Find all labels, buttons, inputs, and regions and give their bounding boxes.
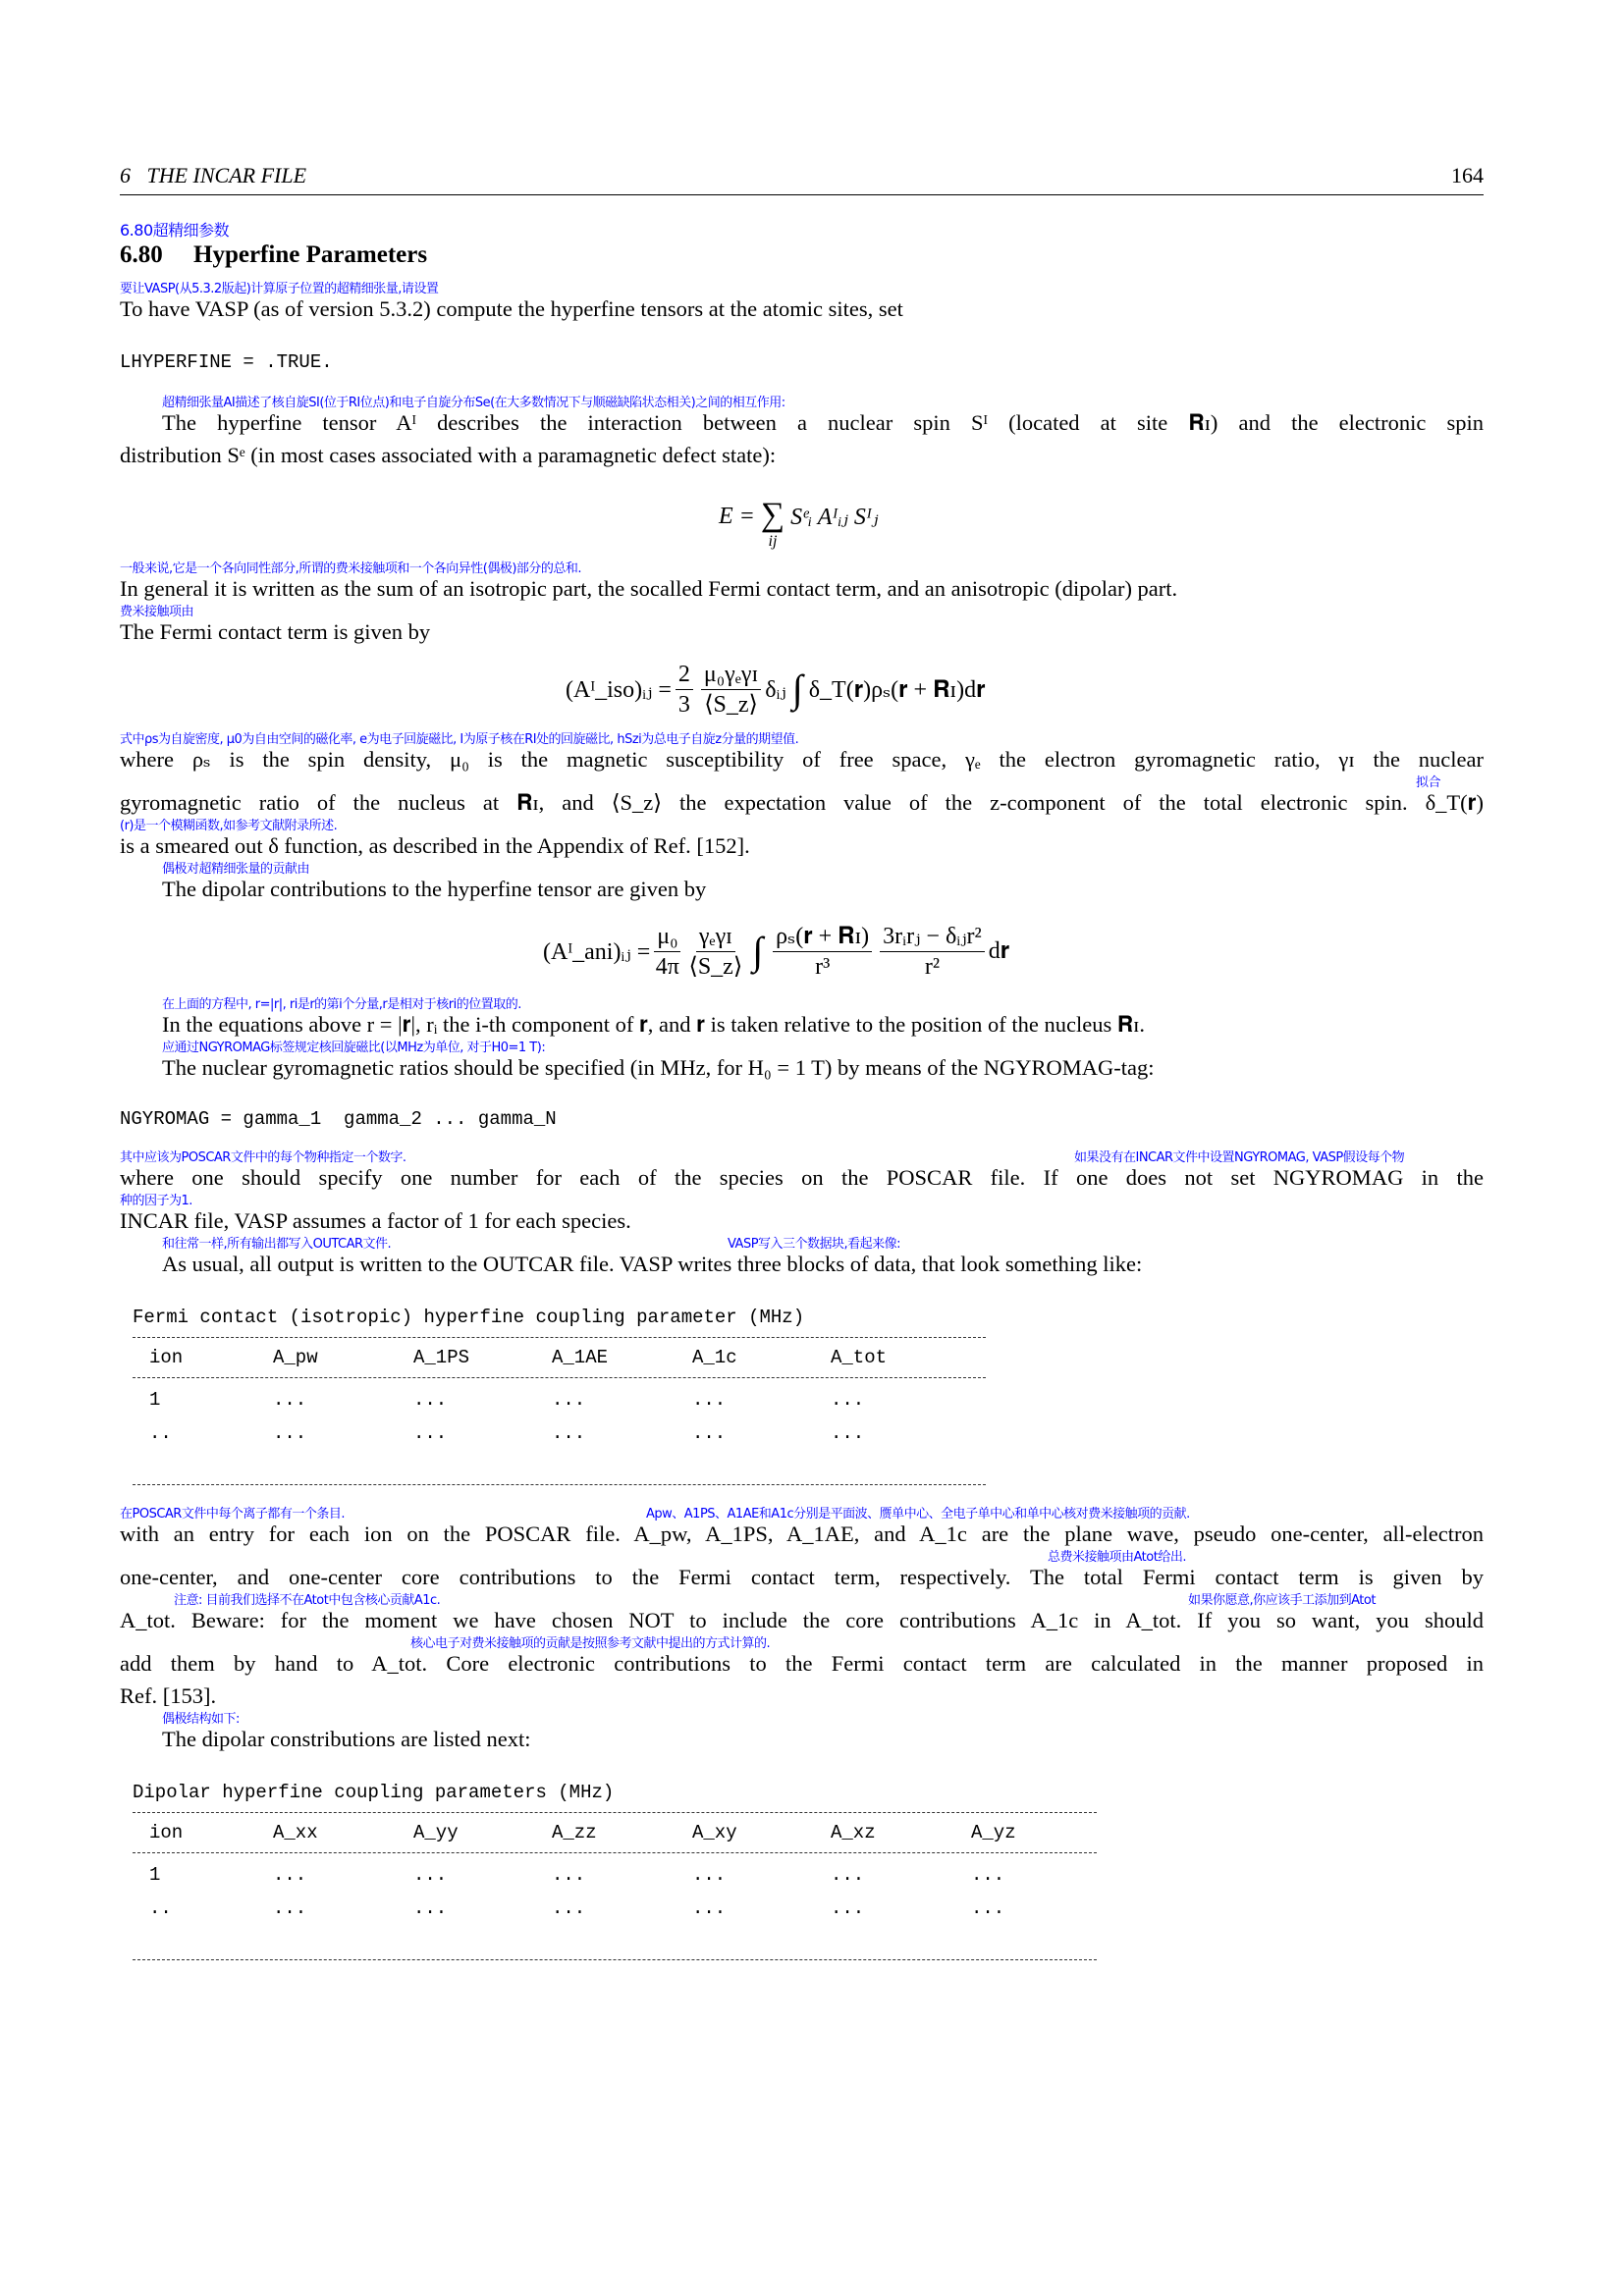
document-page <box>120 163 1484 1960</box>
paragraph-text: The Fermi contact term is given by <box>120 619 431 644</box>
table-cell: ... <box>831 1864 865 1886</box>
annotation: 种的因子为1. <box>120 1194 192 1208</box>
annotation: (r)是一个模糊函数,如参考文献附录所述. <box>120 819 338 833</box>
numerator: 2 <box>676 660 693 690</box>
dipolar-rows <box>120 1863 1484 1920</box>
numerator: γₑγɪ <box>696 922 735 952</box>
annotation: 偶极对超精细张量的贡献由 <box>162 862 310 877</box>
column-header: A_xy <box>692 1822 737 1843</box>
annotation: 核心电子对费米接触项的贡献是按照参考文献中提出的方式计算的. <box>410 1636 771 1651</box>
annotation: 如果你愿意,你应该手工添加到Atot <box>1188 1593 1376 1608</box>
annotation: 超精细张量AI描述了核自旋SI(位于RI位点)和电子自旋分布Se(在大多数情况下与顺磁缺陷状态相关)之间的相互作用: <box>162 396 785 410</box>
denominator: 4π <box>655 953 679 980</box>
annotation: 拟合 <box>1416 775 1441 790</box>
annotation: 要让VASP(从5.3.2版起)计算原子位置的超精细张量,请设置 <box>120 282 439 296</box>
chapter-title: THE INCAR FILE <box>146 163 307 187</box>
equation-energy <box>120 485 1484 548</box>
fermi-header-row <box>120 1346 1484 1369</box>
column-header: A_1AE <box>552 1347 609 1368</box>
table-cell: ... <box>692 1897 727 1919</box>
running-header <box>120 163 1484 188</box>
table-row <box>120 1421 1484 1445</box>
table-cell: ... <box>831 1422 865 1444</box>
table-cell: ... <box>413 1389 448 1411</box>
table-cell: ... <box>692 1864 727 1886</box>
table-cell: ... <box>413 1897 448 1919</box>
paragraph-text: INCAR file, VASP assumes a factor of 1 for each species. <box>120 1208 631 1233</box>
paragraph-text: As usual, all output is written to the OUTCAR file. VASP writes three blocks of data, that look something like: <box>162 1252 1143 1276</box>
table-cell: ... <box>413 1864 448 1886</box>
section-number: 6.80 <box>120 241 163 268</box>
paragraph-text: The nuclear gyromagnetic ratios should be specified (in MHz, for H₀ = 1 T) by means of the NGYROMAG-tag: <box>162 1055 1155 1080</box>
dipolar-header-row <box>120 1821 1484 1844</box>
table-cell: ... <box>413 1422 448 1444</box>
table-cell: ... <box>273 1389 307 1411</box>
chapter-number: 6 <box>120 163 131 187</box>
denominator: ⟨S_z⟩ <box>688 953 743 980</box>
table-cell: 1 <box>149 1389 161 1411</box>
sum-symbol: ∑ <box>760 497 785 533</box>
dashed-rule <box>133 1852 1097 1853</box>
table-cell: ... <box>831 1389 865 1411</box>
section-annotation: 6.80超精细参数 <box>120 221 230 240</box>
eq-rhs: δ_T(𝐫)ρₛ(𝐫 + 𝐑ɪ)d𝐫 <box>808 676 986 703</box>
table-cell: .. <box>149 1897 172 1919</box>
paragraph-text: The dipolar contributions to the hyperfine tensor are given by <box>162 877 707 901</box>
table-cell: ... <box>273 1422 307 1444</box>
denominator: r² <box>924 953 941 980</box>
table-cell: ... <box>273 1864 307 1886</box>
column-header: ion <box>149 1822 184 1843</box>
fermi-rows <box>120 1388 1484 1445</box>
eq-rhs: Sᵉᵢ Aᴵᵢⱼ Sᴵⱼ <box>790 504 879 530</box>
annotation: 注意: 目前我们选择不在Atot中包含核心贡献A1c. <box>174 1593 441 1608</box>
annotation: VASP写入三个数据块,看起来像: <box>728 1237 901 1252</box>
annotation: 如果没有在INCAR文件中设置NGYROMAG, VASP假设每个物 <box>1074 1150 1405 1165</box>
integral-symbol: ∫ <box>752 929 764 973</box>
code-lhyperfine: LHYPERFINE = .TRUE. <box>120 351 333 373</box>
numerator: μ₀ <box>654 922 680 952</box>
column-header: ion <box>149 1347 184 1368</box>
table-cell: .. <box>149 1422 172 1444</box>
annotation: 总费米接触项由Atot给出. <box>1048 1550 1186 1565</box>
paragraph-text: In the equations above r = |𝐫|, rᵢ the i-th component of 𝐫, and 𝐫 is taken relative to the position of the nucleus 𝐑ɪ. <box>162 1012 1145 1037</box>
code-ngyromag: NGYROMAG = gamma_1 gamma_2 ... gamma_N <box>120 1108 557 1130</box>
annotation: 偶极结构如下: <box>162 1712 240 1727</box>
page-number: 164 <box>1451 163 1484 187</box>
paragraph-text: add them by hand to A_tot. Core electronic contributions to the Fermi contact term are calculated in the manner proposed in <box>120 1651 1484 1676</box>
paragraph-text: is a smeared out δ function, as described in the Appendix of Ref. [152]. <box>120 833 750 858</box>
table-row <box>120 1863 1484 1887</box>
table-cell: ... <box>552 1864 586 1886</box>
table-row <box>120 1896 1484 1920</box>
paragraph-text: To have VASP (as of version 5.3.2) compute the hyperfine tensors at the atomic sites, set <box>120 296 903 321</box>
paragraph-text: A_tot. Beware: for the moment we have chosen NOT to include the core contributions A_1c in A_tot. If you so want, you should <box>120 1608 1484 1632</box>
dipolar-block-title: Dipolar hyperfine coupling parameters (MHz) <box>133 1782 615 1803</box>
table-cell: ... <box>552 1389 586 1411</box>
table-cell: 1 <box>149 1864 161 1886</box>
annotation: 在上面的方程中, r=|r|, ri是r的第i个分量,r是相对于核ri的位置取的. <box>162 997 521 1012</box>
dashed-rule <box>133 1337 986 1338</box>
column-header: A_tot <box>831 1347 888 1368</box>
eq-lhs: (Aᴵ_iso)ᵢⱼ = <box>566 676 672 703</box>
paragraph-text: In general it is written as the sum of an isotropic part, the socalled Fermi contact term, and an anisotropic (dipolar) part. <box>120 576 1178 601</box>
table-cell: ... <box>692 1389 727 1411</box>
column-header: A_yy <box>413 1822 459 1843</box>
paragraph-text: distribution Sᵉ (in most cases associated with a paramagnetic defect state): <box>120 443 777 467</box>
numerator: μ₀γₑγɪ <box>701 660 761 690</box>
eq-lhs: E = <box>719 503 755 529</box>
table-cell: ... <box>692 1422 727 1444</box>
annotation: Apw、A1PS、A1AE和A1c分别是平面波、赝单中心、全电子单中心和单中心核对费米接触项的贡献. <box>646 1507 1190 1522</box>
dashed-rule <box>133 1812 1097 1813</box>
table-cell: ... <box>971 1864 1005 1886</box>
table-cell: ... <box>552 1897 586 1919</box>
paragraph-text: gyromagnetic ratio of the nucleus at 𝐑ɪ, and ⟨S_z⟩ the expectation value of the z-component of the total electronic spin. δ_T(𝐫) <box>120 790 1484 815</box>
section-heading <box>120 240 1484 270</box>
dashed-rule <box>133 1959 1097 1960</box>
paragraph-text: The dipolar constributions are listed next: <box>162 1727 531 1751</box>
annotation: 和往常一样,所有输出都写入OUTCAR文件. <box>162 1237 392 1252</box>
equation-fermi-contact <box>120 658 1484 721</box>
table-cell: ... <box>273 1897 307 1919</box>
paragraph-text: where one should specify one number for each of the species on the POSCAR file. If one does not set NGYROMAG in the <box>120 1165 1484 1190</box>
section-title: Hyperfine Parameters <box>193 241 428 268</box>
sum-index: ij <box>768 533 778 550</box>
paragraph-text: The hyperfine tensor Aᴵ describes the interaction between a nuclear spin Sᴵ (located at site 𝐑ɪ) and the electronic spin <box>162 410 1484 435</box>
column-header: A_zz <box>552 1822 597 1843</box>
chapter-heading <box>120 163 306 187</box>
annotation: 费米接触项由 <box>120 605 194 619</box>
denominator: 3 <box>677 691 690 718</box>
annotation: 其中应该为POSCAR文件中的每个物种指定一个数字. <box>120 1150 406 1165</box>
paragraph-text: Ref. [153]. <box>120 1683 217 1708</box>
denominator: r³ <box>815 953 831 980</box>
table-row <box>120 1388 1484 1412</box>
eq-lhs: (Aᴵ_ani)ᵢⱼ = <box>543 938 651 965</box>
table-cell: ... <box>971 1897 1005 1919</box>
numerator: ρₛ(𝐫 + 𝐑ɪ) <box>773 922 872 952</box>
dashed-rule <box>133 1484 986 1485</box>
column-header: A_xx <box>273 1822 318 1843</box>
annotation: 在POSCAR文件中每个离子都有一个条目. <box>120 1507 345 1522</box>
paragraph-text: with an entry for each ion on the POSCAR file. A_pw, A_1PS, A_1AE, and A_1c are the plane wave, pseudo one-center, all-electron <box>120 1522 1484 1546</box>
kronecker-delta: δᵢⱼ <box>765 676 786 703</box>
column-header: A_pw <box>273 1347 318 1368</box>
column-header: A_1PS <box>413 1347 470 1368</box>
column-header: A_yz <box>971 1822 1016 1843</box>
column-header: A_1c <box>692 1347 737 1368</box>
paragraph-text: one-center, and one-center core contributions to the Fermi contact term, respectively. The total Fermi contact term is given by <box>120 1565 1484 1589</box>
denominator: ⟨S_z⟩ <box>704 691 758 718</box>
header-rule <box>120 194 1484 195</box>
table-cell: ... <box>552 1422 586 1444</box>
table-cell: ... <box>831 1897 865 1919</box>
numerator: 3rᵢrⱼ − δᵢⱼr² <box>880 922 985 952</box>
equation-dipolar <box>120 919 1484 984</box>
annotation: 一般来说,它是一个各向同性部分,所谓的费米接触项和一个各向异性(偶极)部分的总和. <box>120 561 582 576</box>
fermi-block-title: Fermi contact (isotropic) hyperfine coupling parameter (MHz) <box>133 1307 805 1328</box>
eq-rhs: d𝐫 <box>988 937 1010 964</box>
annotation: 应通过NGYROMAG标签规定核回旋磁比(以MHz为单位, 对于H0=1 T): <box>162 1041 546 1055</box>
integral-symbol: ∫ <box>791 667 803 711</box>
column-header: A_xz <box>831 1822 876 1843</box>
dashed-rule <box>133 1377 986 1378</box>
annotation: 式中ρs为自旋密度, μ0为自由空间的磁化率, e为电子回旋磁比, I为原子核在RI处的回旋磁比, hSzi为总电子自旋z分量的期望值. <box>120 732 799 747</box>
paragraph-text: where ρₛ is the spin density, μ₀ is the magnetic susceptibility of free space, γₑ the electron gyromagnetic ratio, γɪ the nuclear <box>120 747 1484 772</box>
